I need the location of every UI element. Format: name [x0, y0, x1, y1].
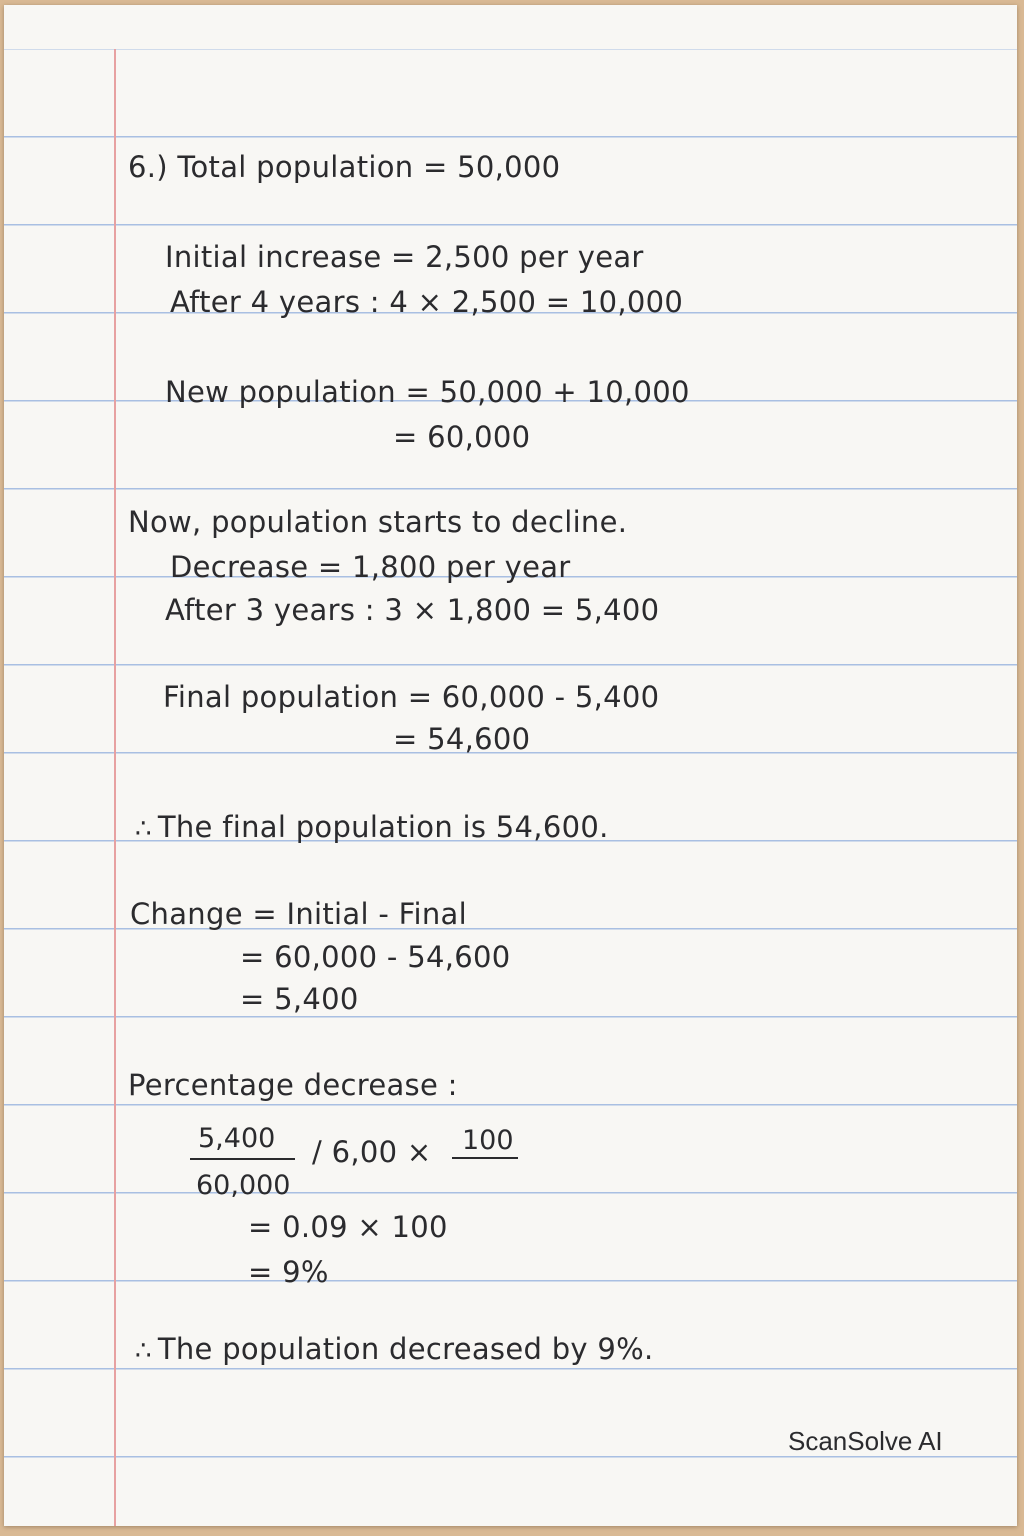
- change-step-line: = 60,000 - 54,600: [240, 940, 511, 974]
- new-population-line: New population = 50,000 + 10,000: [165, 375, 690, 409]
- change-result-line: = 5,400: [240, 982, 359, 1016]
- fraction-right-numerator: 100: [462, 1125, 514, 1156]
- fraction-numerator: 5,400: [198, 1123, 276, 1154]
- final-population-result: = 54,600: [393, 722, 531, 756]
- decline-intro-line: Now, population starts to decline.: [128, 505, 628, 539]
- final-population-line: Final population = 60,000 - 5,400: [163, 680, 660, 714]
- fraction-bar: [190, 1158, 295, 1160]
- fraction-middle: / 6,00 ×: [312, 1135, 432, 1169]
- initial-increase-line: Initial increase = 2,500 per year: [165, 240, 644, 274]
- fraction-right-bar: [452, 1157, 518, 1159]
- final-conclusion-text: The final population is 54,600.: [157, 810, 609, 844]
- new-population-result: = 60,000: [393, 420, 531, 454]
- after-4-years-line: After 4 years : 4 × 2,500 = 10,000: [170, 285, 684, 319]
- percent-step-line: = 0.09 × 100: [248, 1210, 448, 1244]
- notebook-page: [4, 5, 1017, 1526]
- total-population-line: 6.) Total population = 50,000: [128, 150, 561, 184]
- scansolve-watermark: ScanSolve AI: [788, 1426, 943, 1456]
- therefore-symbol-2: ∴: [135, 1336, 152, 1366]
- percent-result-line: = 9%: [248, 1255, 329, 1289]
- decrease-line: Decrease = 1,800 per year: [170, 550, 571, 584]
- percent-conclusion-text: The population decreased by 9%.: [157, 1332, 654, 1366]
- final-population-conclusion: [135, 810, 609, 844]
- percent-conclusion: [135, 1332, 654, 1366]
- therefore-symbol: ∴: [135, 814, 152, 844]
- fraction-denominator: 60,000: [196, 1170, 291, 1201]
- after-3-years-line: After 3 years : 3 × 1,800 = 5,400: [165, 593, 660, 627]
- percentage-heading: Percentage decrease :: [128, 1068, 458, 1102]
- change-line: Change = Initial - Final: [130, 897, 467, 931]
